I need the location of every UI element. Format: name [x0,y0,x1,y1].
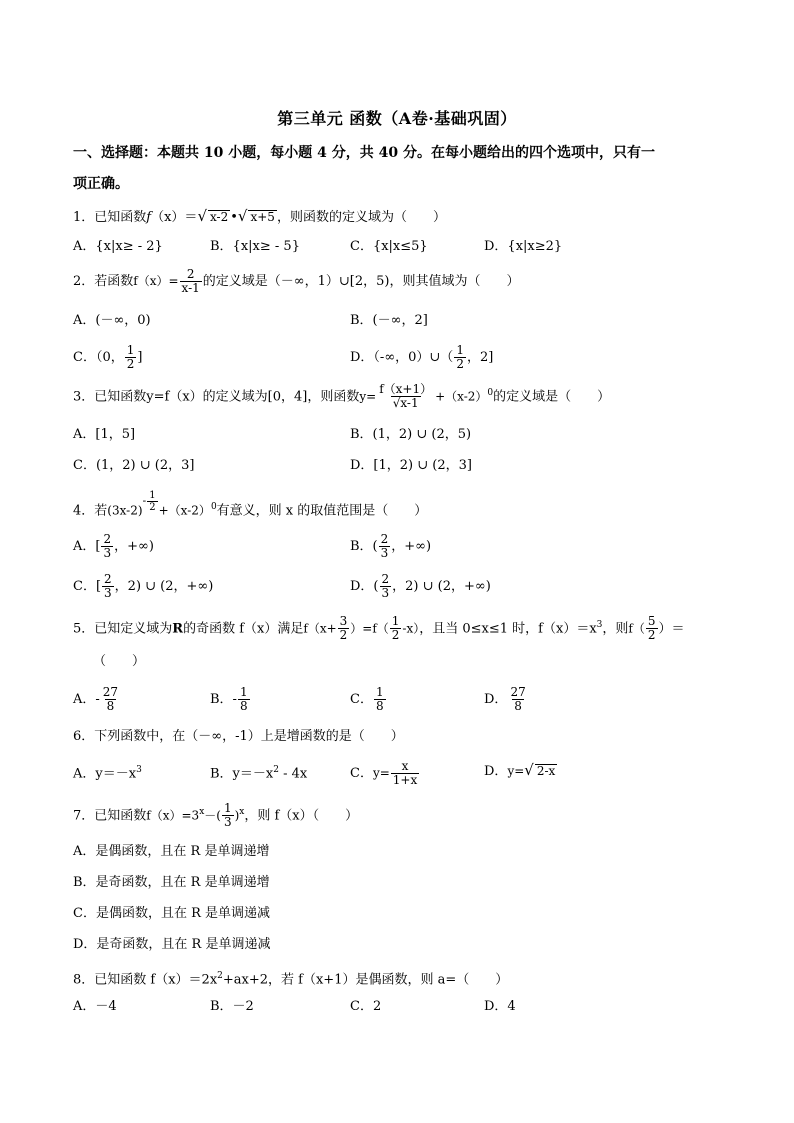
radical-icon: √ [197,207,207,225]
q7-option-d: D．是奇函数，且在 R 是单调递减 [73,937,271,952]
q2-option-c: C．（0， $\frac{1}{2}$ ] [73,343,143,371]
radical-icon: √ [524,761,534,779]
q5-option-b: B．- $\frac{1}{8}$ [210,685,248,713]
q5-option-d: D． $\frac{27}{8}$ [484,685,526,713]
question-5: 5．已知定义域为R的奇函数 f（x）满足f（x+ $\frac{3}{2}$ ）=f（ $\frac{1}{2}$ -x），且当 0≤x≤1 时，$f(x)=x^3$，则f（ $\frac{5}{2}$ ）＝ [73,614,685,643]
q4-option-c: C．[ $\frac{2}{3}$ ，2) ∪ (2，+∞) [73,572,214,600]
question-1: 1．已知函数f（x）＝√ x-2 •√ x+5 ，则函数的定义域为（ ） [73,207,446,225]
q4-option-b: B．( $\frac{2}{3}$ ，+∞) [350,532,432,560]
question-8: 8．已知函数 $f(x)=2x^2+ax+2$，若 f（x+1）是偶函数，则 a=（ ） [73,971,509,988]
q3-option-a: A．[1，5] [73,427,136,442]
page-title: 第三单元 函数（A卷·基础巩固） [277,109,517,128]
q1-option-a: A．{x|x≥ - 2} [73,239,163,254]
section-line-2: 项正确。 [73,176,129,192]
q7-option-a: A．是偶函数，且在 R 是单调递增 [73,844,270,859]
q2-option-a: A．(－∞，0) [73,313,151,328]
question-3: 3．已知函数y=f（x）的定义域为[0，4]，则函数y= $\frac{f(x+1)}{√x-1}$ $+(x-2)^0$的定义域是（ ） [73,382,611,411]
q1-option-b: B．{x|x≥ - 5} [210,239,300,254]
q4-option-d: D．( $\frac{2}{3}$ ，2) ∪ (2，+∞) [350,572,491,600]
q6-option-c: C．y= $\frac{x}{1+x}$ [350,759,418,787]
q3-option-b: B．(1，2) ∪ (2，5) [350,427,472,442]
q3-option-d: D．[1，2) ∪ (2，3] [350,458,472,473]
q4-option-a: A．[ $\frac{2}{3}$ ，+∞) [73,532,154,560]
q5-answer-blank: （ ） [93,654,146,669]
q2-option-d: D．（-∞，0）∪（ $\frac{1}{2}$ ，2] [350,343,494,371]
q6-option-b: B．$y=-x^2 - 4x$ [210,765,308,782]
q1-option-d: D．{x|x≥2} [484,239,563,254]
q8-option-b: B．－2 [210,999,254,1014]
radical-icon: √ [237,207,248,225]
question-6: 6．下列函数中，在（－∞，-1）上是增函数的是（ ） [73,729,404,744]
q1-option-c: C．{x|x≤5} [350,239,428,254]
question-4: 4．若$(3x-2)^{- \frac{1}{2}}$ $+(x-2)^0$有意义，则 x 的取值范围是（ ） [73,489,428,519]
q6-option-d: D．y=√ 2-x [484,761,556,779]
radical-icon: √ [392,396,401,411]
q2-option-b: B．(－∞，2] [350,313,428,328]
q8-option-d: D．4 [484,999,516,1014]
q7-option-b: B．是奇函数，且在 R 是单调递增 [73,875,270,890]
q7-option-c: C．是偶函数，且在 R 是单调递减 [73,906,270,921]
q8-option-c: C．2 [350,999,382,1014]
q6-option-a: A．$y=-x^3$ [73,765,142,782]
q5-option-a: A．- $\frac{27}{8}$ [73,685,119,713]
q8-option-a: A．－4 [73,999,117,1014]
question-2: 2．若函数f（x）= $\frac{2}{x-1}$ 的定义域是（－∞，1）∪[2，5)，则其值域为（ ） [73,267,520,295]
section-heading [73,138,733,200]
q3-option-c: C．(1，2) ∪ (2，3] [73,458,195,473]
section-line-1: 一、选择题：本题共 10 小题，每小题 4 分，共 40 分。在每小题给出的四个选项中，只有一 [73,145,655,161]
question-7: 7．已知函数$f(x)=3^x-$( $\frac{1}{3}$ )$^x$，则 f（x）（ ） [73,801,359,830]
q5-option-c: C． $\frac{1}{8}$ [350,685,384,713]
